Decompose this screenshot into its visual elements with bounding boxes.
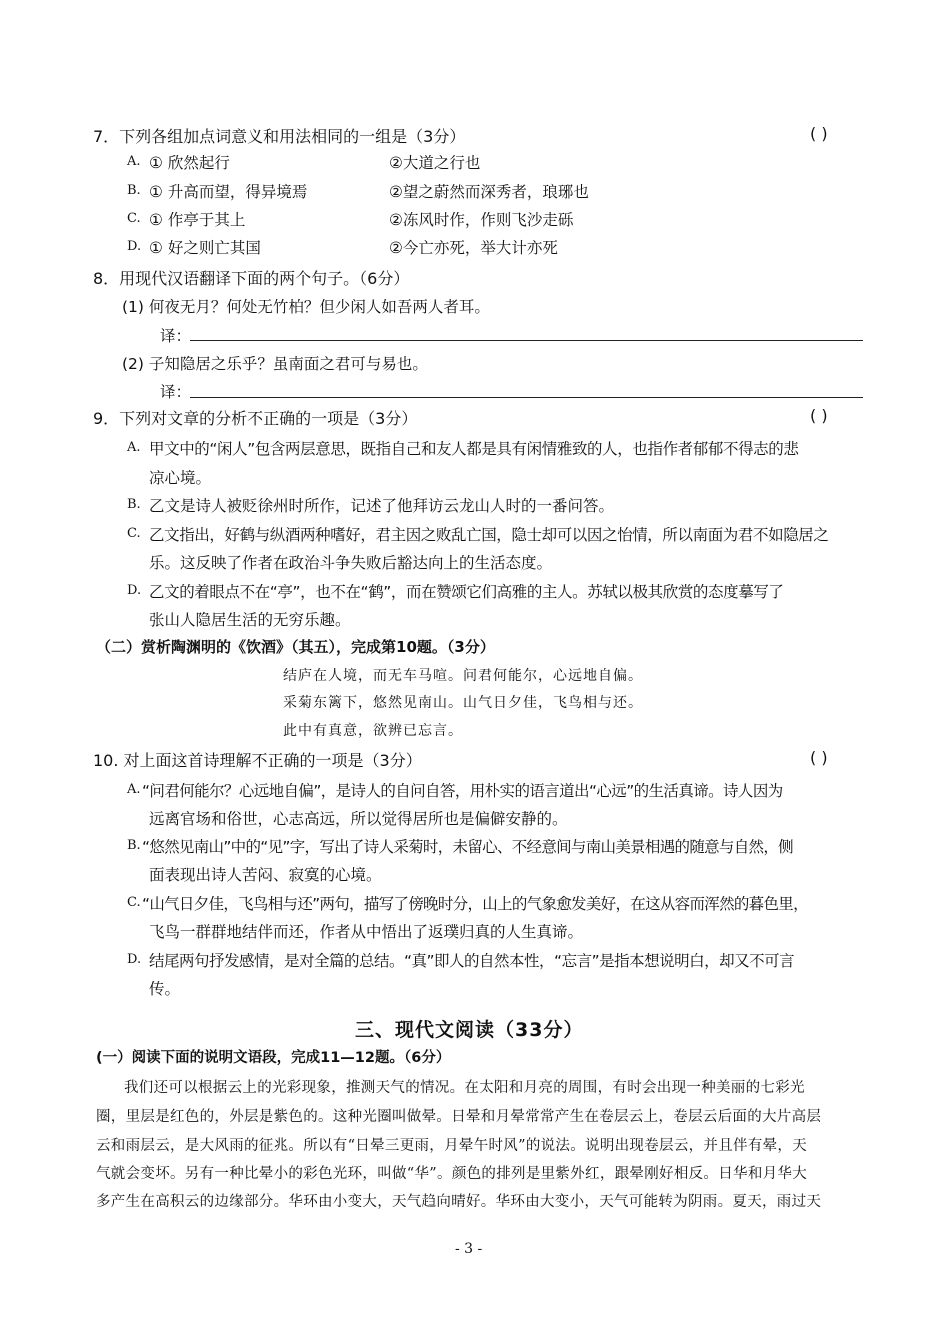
q7-stem: 7．下列各组加点词意义和用法相同的一组是（3分） bbox=[93, 127, 466, 146]
poem-line-3: 此中有真意，欲辨已忘言。 bbox=[283, 723, 463, 739]
q7-answer-paren[interactable]: ( ) bbox=[810, 124, 828, 143]
essay-line-2: 圈，里层是红色的，外层是紫色的。这种光圈叫做晕。日晕和月晕常常产生在卷层云上，卷层云后面的大片高层 bbox=[96, 1109, 822, 1125]
page-number: - 3 - bbox=[455, 1241, 483, 1257]
q10-stem: 10. 对上面这首诗理解不正确的一项是（3分） bbox=[93, 751, 422, 770]
option-label: A. bbox=[127, 782, 141, 797]
option-text: 结尾两句抒发感情，是对全篇的总结。“真”即人的自然本性，“忘言”是指本想说明白，却又不可言 bbox=[149, 952, 795, 970]
option-left: ① 好之则亡其国 bbox=[149, 239, 261, 257]
q7-option-c bbox=[127, 208, 574, 229]
option-label: D. bbox=[127, 952, 142, 967]
option-right: ②大道之行也 bbox=[389, 154, 481, 172]
option-label: C. bbox=[127, 895, 141, 910]
q9-stem: 9．下列对文章的分析不正确的一项是（3分） bbox=[93, 409, 418, 428]
q9-option-c bbox=[127, 523, 829, 544]
poem-line-1: 结庐在人境，而无车马喧。问君何能尔，心远地自偏。 bbox=[283, 668, 643, 684]
option-right: ②今亡亦死，举大计亦死 bbox=[389, 239, 558, 257]
option-label: B. bbox=[127, 838, 141, 853]
q8-translate-label-2: 译： bbox=[160, 383, 192, 401]
option-text: 乙文指出，好鹤与纵酒两种嗜好，君主因之败乱亡国，隐士却可以因之怡情，所以南面为君不如隐居之 bbox=[149, 526, 829, 544]
section-3-title: 三、现代文阅读（33分） bbox=[355, 1019, 584, 1041]
option-text: “问君何能尔？心远地自偏”，是诗人的自问自答，用朴实的语言道出“心远”的生活真谛。诗人因为 bbox=[142, 782, 783, 800]
q7-option-d bbox=[127, 236, 558, 257]
q10-option-d-cont: 传。 bbox=[149, 980, 181, 998]
q9-option-a-cont: 凉心境。 bbox=[149, 469, 212, 487]
option-label: D. bbox=[127, 239, 142, 254]
q10-option-a bbox=[127, 779, 783, 800]
q10-option-c-cont: 飞鸟一群群地结伴而还，作者从中悟出了返璞归真的人生真谛。 bbox=[149, 923, 584, 941]
option-text: “悠然见南山”中的“见”字，写出了诗人采菊时，未留心、不经意间与南山美景相遇的随意与自然，侧 bbox=[142, 838, 793, 856]
q10-option-a-cont: 远离官场和俗世，心志高远，所以觉得居所也是偏僻安静的。 bbox=[149, 810, 568, 828]
q9-option-b bbox=[127, 494, 615, 515]
option-left: ① 作亭于其上 bbox=[149, 211, 246, 229]
option-left: ① 欣然起行 bbox=[149, 154, 230, 172]
q9-option-d bbox=[127, 580, 784, 601]
q10-option-b-cont: 面表现出诗人苦闷、寂寞的心境。 bbox=[149, 866, 382, 884]
q10-option-d bbox=[127, 949, 795, 970]
q9-option-d-cont: 张山人隐居生活的无穷乐趣。 bbox=[149, 611, 351, 629]
option-text: 乙文是诗人被贬徐州时所作，记述了他拜访云龙山人时的一番问答。 bbox=[149, 497, 615, 515]
essay-line-5: 多产生在高积云的边缘部分。华环由小变大，天气趋向晴好。华环由大变小，天气可能转为阴雨。夏天，雨过天 bbox=[96, 1194, 822, 1210]
essay-line-4: 气就会变坏。另有一种比晕小的彩色光环，叫做“华”。颜色的排列是里紫外红，跟晕刚好相反。日华和月华大 bbox=[96, 1166, 808, 1182]
option-text: 甲文中的“闲人”包含两层意思，既指自己和友人都是具有闲情雅致的人，也指作者郁郁不得志的悲 bbox=[149, 440, 799, 458]
option-label: C. bbox=[127, 211, 141, 226]
option-label: B. bbox=[127, 497, 141, 512]
q8-sentence-2: (2) 子知隐居之乐乎？虽南面之君可与易也。 bbox=[122, 355, 428, 373]
poem-line-2: 采菊东篱下，悠然见南山。山气日夕佳，飞鸟相与还。 bbox=[283, 695, 643, 711]
q8-stem: 8．用现代汉语翻译下面的两个句子。（6分） bbox=[93, 269, 410, 288]
q7-option-a bbox=[127, 151, 481, 172]
option-label: B. bbox=[127, 183, 141, 198]
option-left: ① 升高而望，得异境焉 bbox=[149, 183, 308, 201]
q8-answer-line-2[interactable] bbox=[190, 397, 863, 398]
q7-option-b bbox=[127, 180, 589, 201]
q9-option-a bbox=[127, 437, 799, 458]
option-label: C. bbox=[127, 526, 141, 541]
q8-sentence-1: (1) 何夜无月？何处无竹柏？但少闲人如吾两人者耳。 bbox=[122, 298, 490, 316]
option-label: D. bbox=[127, 583, 142, 598]
q10-option-c bbox=[127, 892, 808, 913]
section-2-header: （二）赏析陶渊明的《饮酒》（其五），完成第10题。（3分） bbox=[96, 638, 495, 656]
option-right: ②望之蔚然而深秀者，琅琊也 bbox=[389, 183, 589, 201]
essay-line-3: 云和雨层云，是大风雨的征兆。所以有“日晕三更雨，月晕午时风”的说法。说明出现卷层云，并且伴有晕，天 bbox=[96, 1138, 808, 1154]
option-text: 乙文的着眼点不在“亭”，也不在“鹤”，而在赞颂它们高雅的主人。苏轼以极其欣赏的态度摹写了 bbox=[149, 583, 784, 601]
q8-translate-label-1: 译： bbox=[160, 327, 192, 345]
q8-answer-line-1[interactable] bbox=[190, 340, 863, 341]
option-right: ②冻风时作，作则飞沙走砾 bbox=[389, 211, 574, 229]
q10-answer-paren[interactable]: ( ) bbox=[810, 748, 828, 767]
q9-answer-paren[interactable]: ( ) bbox=[810, 406, 828, 425]
option-label: A. bbox=[127, 440, 141, 455]
q10-option-b bbox=[127, 835, 793, 856]
option-label: A. bbox=[127, 154, 141, 169]
section-3-subheader: (一）阅读下面的说明文语段，完成11—12题。（6分） bbox=[96, 1050, 451, 1066]
essay-line-1: 我们还可以根据云上的光彩现象，推测天气的情况。在太阳和月亮的周围，有时会出现一种美丽的七彩光 bbox=[124, 1080, 805, 1096]
q9-option-c-cont: 乐。这反映了作者在政治斗争失败后豁达向上的生活态度。 bbox=[149, 554, 553, 572]
option-text: “山气日夕佳，飞鸟相与还”两句，描写了傍晚时分，山上的气象愈发美好，在这从容而浑然的暮色里， bbox=[142, 895, 808, 913]
